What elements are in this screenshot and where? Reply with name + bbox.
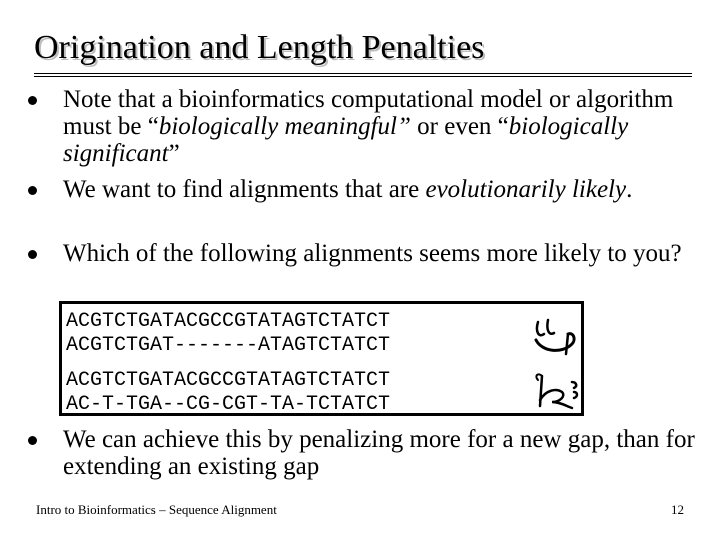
footer-course-title: Intro to Bioinformatics – Sequence Alignment [36,502,277,517]
bullet-text-part: Note that a bioinformatics computational model or algorithm must be “ [63,86,674,140]
title-underline [34,73,692,77]
alignment-2-sequence-2: AC-T-TGA--CG-CGT-TA-TCTATCT [66,393,391,416]
bullet-text [63,426,703,480]
bullet-text-emphasis: biologically significant [63,113,629,167]
bullet-text-part: We want to find alignments that are [63,176,426,203]
bullet-text-part: We can achieve this by penalizing more for a new gap, than for extending an existing gap [63,426,695,480]
bullet-text [63,240,703,267]
alignment-2-sequence-1: ACGTCTGATACGCCGTATAGTCTATCT [66,369,391,392]
slide-title: Origination and Length Penalties [34,29,485,66]
alignment-1-sequence-2: ACGTCTGAT-------ATAGTCTATCT [66,334,391,357]
bullet-text [63,86,703,167]
bullet-text-part: . [626,176,633,203]
alignment-examples-box [59,301,584,416]
alignment-1-sequence-1: ACGTCTGATACGCCGTATAGTCTATCT [66,310,391,333]
bullet-text [63,176,703,203]
bullet-text-emphasis: biologically meaningful” [158,113,411,140]
frowning-face-icon [532,370,582,412]
bullet-text-part: Which of the following alignments seems more likely to you? [63,240,682,267]
bullet-dot [28,186,37,195]
smiley-face-icon [532,314,578,358]
bullet-text-part: ” [168,140,180,167]
bullet-dot [28,436,37,445]
bullet-dot [28,96,37,105]
bullet-text-emphasis: evolutionarily likely [425,176,627,203]
bullet-dot [28,250,37,259]
slide-number: 12 [671,502,684,517]
bullet-text-part: or even “ [410,113,509,140]
